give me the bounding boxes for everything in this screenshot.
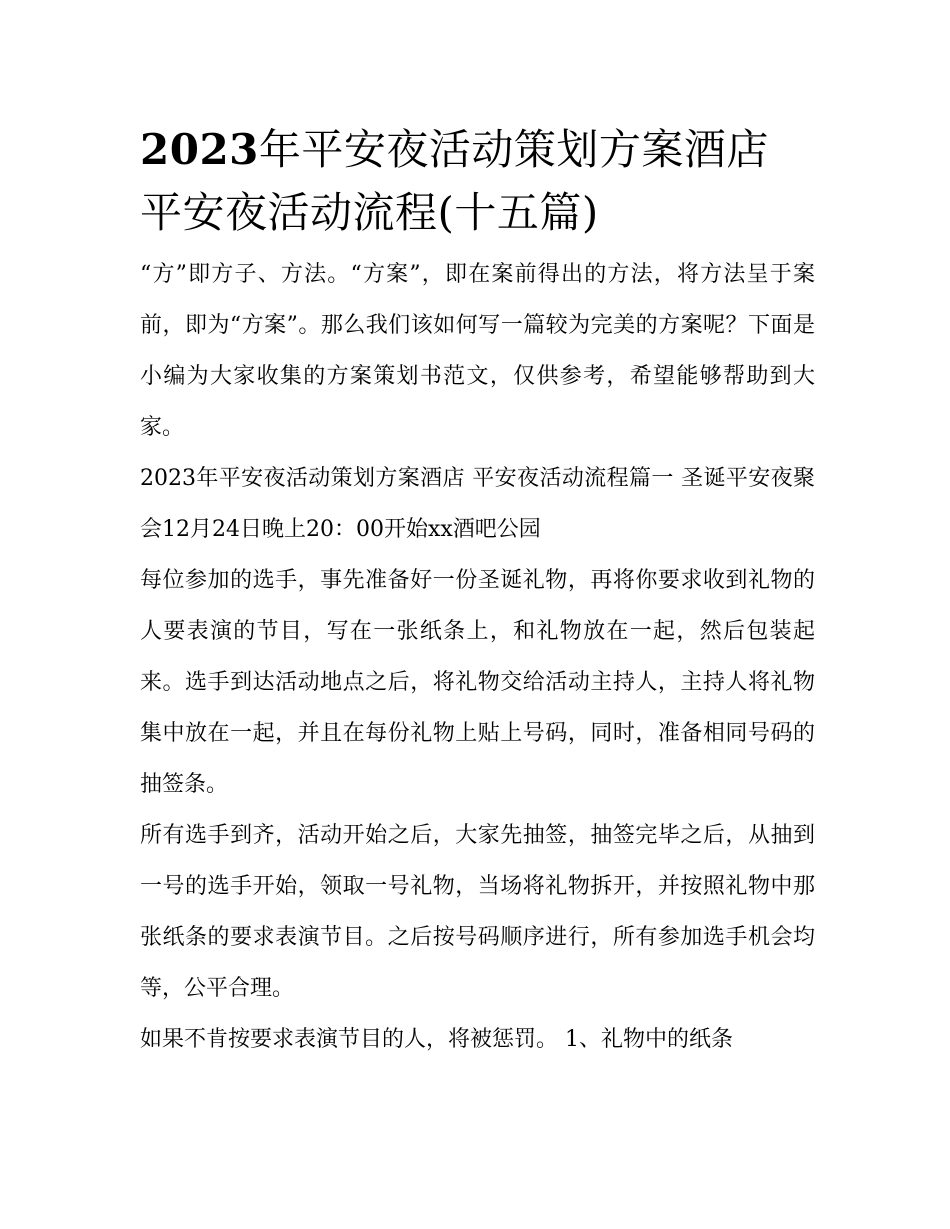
paragraph-procedure: 所有选手到齐，活动开始之后，大家先抽签，抽签完毕之后，从抽到一号的选手开始，领取一号礼物，当场将礼物拆开，并按照礼物中那张纸条的要求表演节目。之后按号码顺序进行，所有参加选手机会均等，公平合理。 — [140, 823, 815, 1001]
document-title — [140, 118, 815, 244]
paragraph-intro: “方”即方子、方法。“方案”，即在案前得出的方法，将方法呈于案前，即为“方案”。那么我们该如何写一篇较为完美的方案呢？下面是小编为大家收集的方案策划书范文，仅供参考，希望能够帮助到大家。 — [140, 262, 815, 440]
title-year: 2023 — [140, 125, 259, 174]
paragraph-event-info: 2023年平安夜活动策划方案酒店 平安夜活动流程篇一 圣诞平安夜聚会12月24日晚上20：00开始xx酒吧公园 — [140, 466, 815, 542]
paragraph-preparation: 每位参加的选手，事先准备好一份圣诞礼物，再将你要求收到礼物的人要表演的节目，写在一张纸条上，和礼物放在一起，然后包装起来。选手到达活动地点之后，将礼物交给活动主持人，主持人将礼物集中放在一起，并且在每份礼物上贴上号码，同时，准备相同号码的抽签条。 — [140, 568, 815, 797]
title-text: 年平安夜活动策划方案酒店 平安夜活动流程(十五篇) — [140, 125, 769, 237]
paragraph-penalty: 如果不肯按要求表演节目的人，将被惩罚。 1、礼物中的纸条 — [140, 1027, 733, 1052]
document-body — [140, 118, 815, 1065]
